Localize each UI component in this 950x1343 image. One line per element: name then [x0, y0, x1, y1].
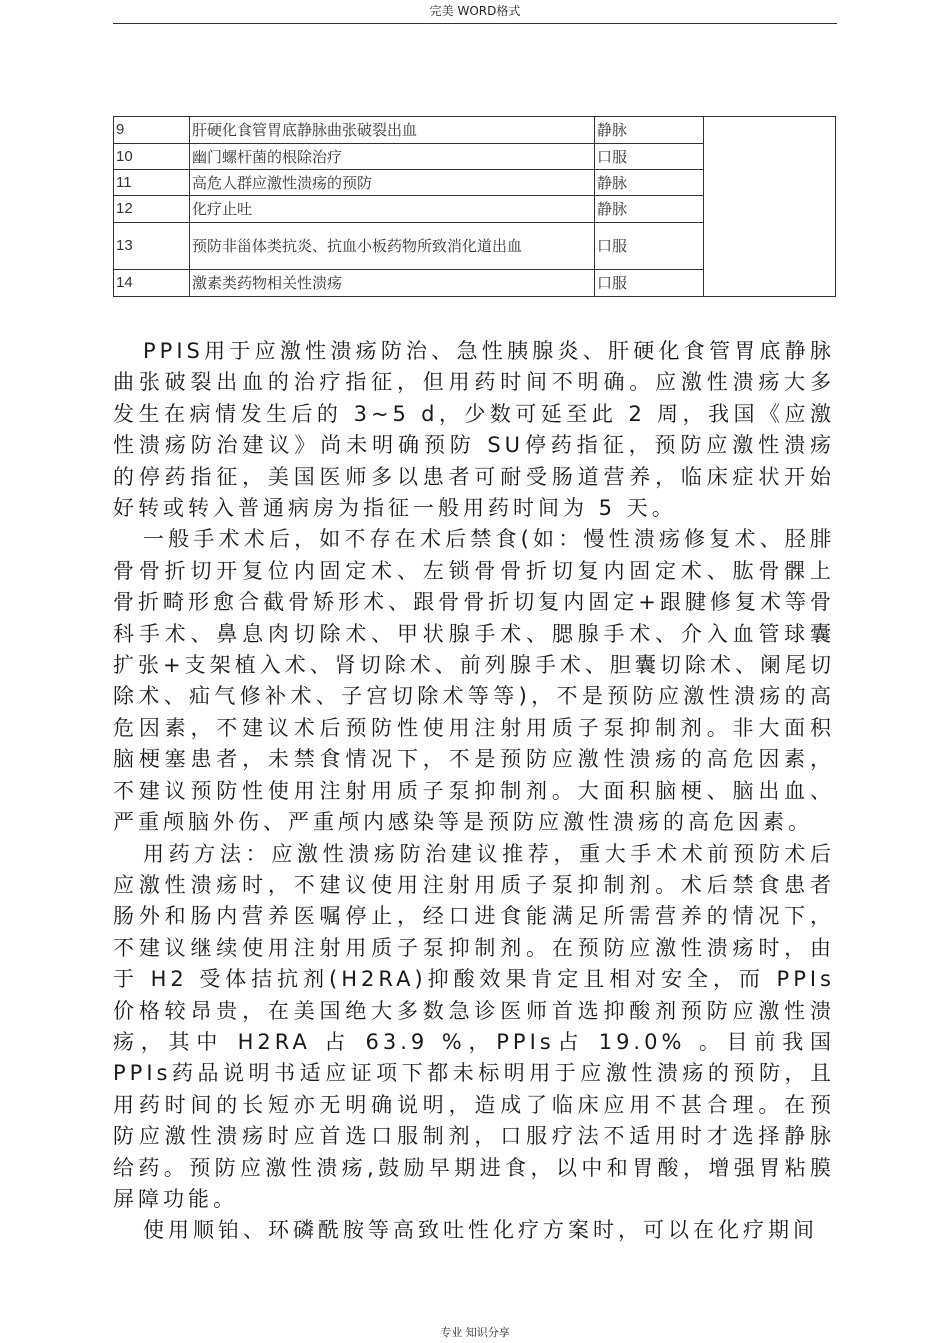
indication-cell: 高危人群应激性溃疡的预防 [190, 170, 595, 196]
row-number: 11 [114, 170, 190, 196]
blank-cell [704, 117, 836, 144]
blank-cell [704, 223, 836, 270]
footer-text: 专业 知识分享 [440, 1326, 510, 1339]
indication-cell: 激素类药物相关性溃疡 [190, 270, 595, 297]
table-row [114, 170, 836, 196]
row-number: 10 [114, 144, 190, 170]
blank-cell [704, 170, 836, 196]
route-cell: 口服 [595, 144, 704, 170]
indication-cell: 肝硬化食管胃底静脉曲张破裂出血 [190, 117, 595, 144]
blank-cell [704, 270, 836, 297]
row-number: 13 [114, 223, 190, 270]
blank-cell [704, 196, 836, 223]
table-row [114, 117, 836, 144]
row-number: 9 [114, 117, 190, 144]
row-number: 12 [114, 196, 190, 223]
route-cell: 口服 [595, 270, 704, 297]
table-row [114, 144, 836, 170]
route-cell: 静脉 [595, 196, 704, 223]
body-text [113, 336, 835, 1247]
route-cell: 静脉 [595, 170, 704, 196]
blank-cell [704, 144, 836, 170]
page-header [113, 0, 837, 24]
route-cell: 静脉 [595, 117, 704, 144]
paragraph: 一般手术术后，如不存在术后禁食(如：慢性溃疡修复术、胫腓骨骨折切开复位内固定术、左锁骨骨折切复内固定术、肱骨髁上骨折畸形愈合截骨矫形术、跟骨骨折切复内固定+跟腱修复术等骨科手术、鼻息肉切除术、甲状腺手术、腮腺手术、介入血管球囊扩张+支架植入术、肾切除术、前列腺手术、胆囊切除术、阑尾切除术、疝气修补术、子宫切除术等等)，不是预防应激性溃疡的高危因素，不建议术后预防性使用注射用质子泵抑制剂。非大面积脑梗塞患者，未禁食情况下，不是预防应激性溃疡的高危因素，不建议预防性使用注射用质子泵抑制剂。大面积脑梗、脑出血、严重颅脑外伤、严重颅内感染等是预防应激性溃疡的高危因素。 [113, 527, 835, 835]
row-number: 14 [114, 270, 190, 297]
table-row [114, 270, 836, 297]
route-cell: 口服 [595, 223, 704, 270]
indication-cell: 化疗止吐 [190, 196, 595, 223]
table-row [114, 196, 836, 223]
indication-table [113, 116, 836, 297]
header-title: 完美 WORD格式 [429, 4, 521, 18]
paragraph: 使用顺铂、环磷酰胺等高致吐性化疗方案时，可以在化疗期间 [143, 1218, 818, 1243]
indication-cell: 预防非甾体类抗炎、抗血小板药物所致消化道出血 [190, 223, 595, 270]
paragraph: 用药方法：应激性溃疡防治建议推荐，重大手术术前预防术后应激性溃疡时，不建议使用注射用质子泵抑制剂。术后禁食患者肠外和肠内营养医嘱停止，经口进食能满足所需营养的情况下，不建议继续使用注射用质子泵抑制剂。在预防应激性溃疡时，由于 H2 受体拮抗剂(H2RA)抑酸效果肯定且相对安全，而 PPIs价格较昂贵，在美国绝大多数急诊医师首选抑酸剂预防应激性溃疡，其中 H2RA 占 63.9 %，PPIs占 19.0% 。目前我国 PPIs药品说明书适应证项下都未标明用于应激性溃疡的预防，且用药时间的长短亦无明确说明，造成了临床应用不甚合理。在预防应激性溃疡时应首选口服制剂，口服疗法不适用时才选择静脉给药。预防应激性溃疡,鼓励早期进食，以中和胃酸，增强胃粘膜屏障功能。 [113, 841, 835, 1211]
page-footer [0, 1324, 950, 1340]
paragraph: PPIS用于应激性溃疡防治、急性胰腺炎、肝硬化食管胃底静脉曲张破裂出血的治疗指征，但用药时间不明确。应激性溃疡大多发生在病情发生后的 3~5 d，少数可延至此 2 周，我国《应激性溃疡防治建议》尚未明确预防 SU停药指征，预防应激性溃疡的停药指征，美国医师多以患者可耐受肠道营养，临床症状开始好转或转入普通病房为指征一般用药时间为 5 天。 [113, 339, 835, 521]
table-row [114, 223, 836, 270]
indication-cell: 幽门螺杆菌的根除治疗 [190, 144, 595, 170]
